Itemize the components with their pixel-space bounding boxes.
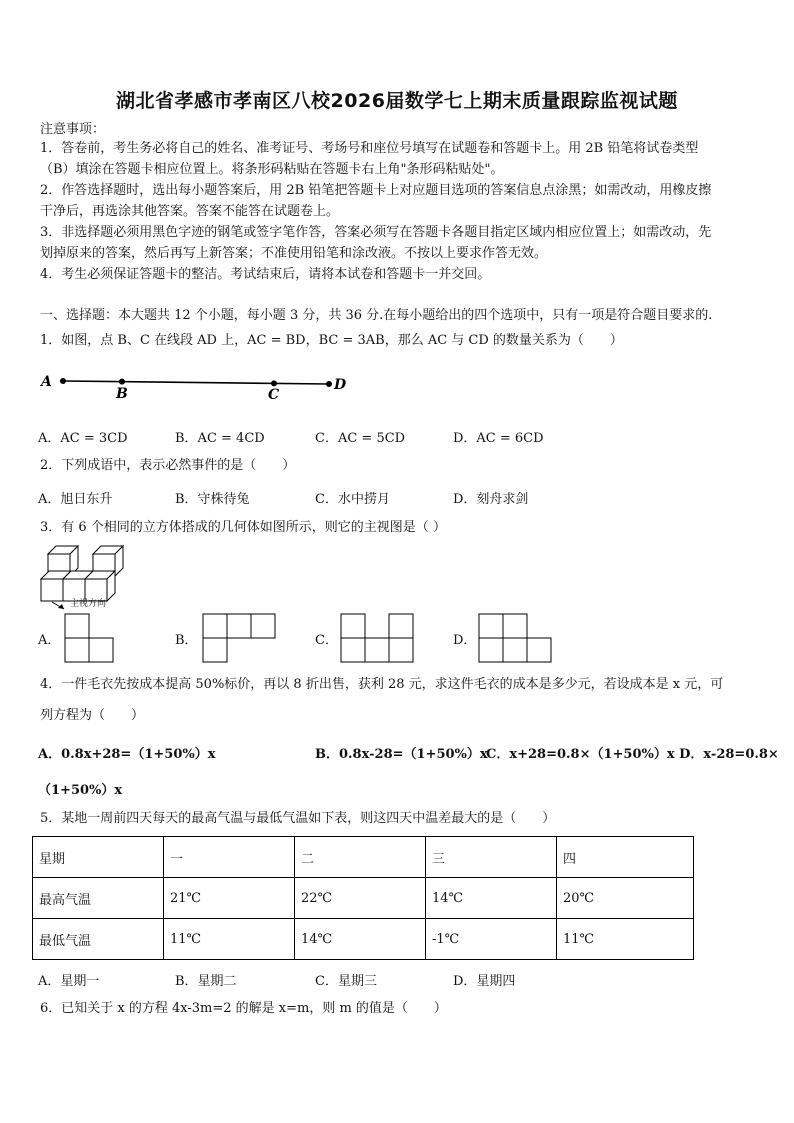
- table-cell: 最高气温: [33, 878, 164, 919]
- notice-line: （B）填涂在答题卡相应位置上。将条形码粘贴在答题卡右上角"条形码粘贴处"。: [40, 162, 504, 177]
- notice-line: 3．非选择题必须用黑色字迹的钢笔或签字笔作答，答案必须写在答题卡各题目指定区域内相应位置上；如需改动，先: [40, 225, 712, 240]
- table-cell: 21℃: [164, 878, 295, 919]
- notice-heading: 注意事项：: [40, 122, 106, 137]
- q4-option-cd: C．x+28=0.8×（1+50%）x D．x-28=0.8×: [486, 747, 779, 762]
- table-row: [33, 837, 694, 878]
- q2-option-c: C．水中捞月: [315, 492, 390, 507]
- table-cell: 14℃: [426, 878, 557, 919]
- view-direction-label: 主视方向: [70, 599, 107, 609]
- q4-option-b: B．0.8x-28=（1+50%）x: [315, 747, 488, 762]
- table-cell: 一: [164, 837, 295, 878]
- point-a-label: A: [41, 374, 52, 390]
- table-cell: 11℃: [164, 919, 295, 960]
- segment-figure: [36, 368, 356, 404]
- q3-option-c-view: [340, 613, 414, 663]
- q3-option-a-letter: A．: [38, 633, 61, 648]
- point-b-label: B: [116, 386, 128, 402]
- q3-option-b-view: [202, 613, 276, 663]
- table-row: [33, 878, 694, 919]
- question-6-stem: 6．已知关于 x 的方程 4x-3m=2 的解是 x=m，则 m 的值是（ ）: [40, 1001, 447, 1016]
- table-cell: 星期: [33, 837, 164, 878]
- table-cell: 20℃: [557, 878, 694, 919]
- q4-option-a: A．0.8x+28=（1+50%）x: [38, 747, 216, 762]
- point-d-label: D: [334, 377, 347, 393]
- point-c-dot: [271, 380, 277, 386]
- q3-option-d-letter: D．: [453, 633, 477, 648]
- q3-option-d-view: [478, 613, 552, 663]
- q2-option-b: B．守株待兔: [175, 492, 250, 507]
- table-cell: 22℃: [295, 878, 426, 919]
- table-cell: 11℃: [557, 919, 694, 960]
- page-title: 湖北省孝感市孝南区八校2026届数学七上期末质量跟踪监视试题: [116, 90, 678, 112]
- q1-option-d: D．AC = 6CD: [453, 431, 544, 446]
- q3-option-c-letter: C．: [315, 633, 338, 648]
- point-c-label: C: [268, 387, 280, 403]
- segment-ad-line: [63, 381, 329, 384]
- notice-line: 2．作答选择题时，选出每小题答案后，用 2B 铅笔把答题卡上对应题目选项的答案信息点涂黑；如需改动，用橡皮擦: [40, 183, 712, 198]
- point-b-dot: [119, 379, 125, 385]
- q1-option-c: C．AC = 5CD: [315, 431, 406, 446]
- table-cell: 14℃: [295, 919, 426, 960]
- q5-option-c: C．星期三: [315, 974, 377, 989]
- notice-line: 划掉原来的答案，然后再写上新答案；不准使用铅笔和涂改液。不按以上要求作答无效。: [40, 246, 548, 261]
- q4-option-d-cont: （1+50%）x: [38, 783, 123, 798]
- cube-front-face: [41, 579, 63, 601]
- question-4-stem: 4．一件毛衣先按成本提高 50%标价，再以 8 折出售，获利 28 元，求这件毛衣的成本是多少元，若设成本是 x 元，可: [40, 677, 724, 692]
- q1-option-a: A．AC = 3CD: [38, 431, 128, 446]
- q5-option-d: D．星期四: [453, 974, 516, 989]
- temperature-table: [32, 836, 694, 960]
- table-cell: 最低气温: [33, 919, 164, 960]
- table-cell: 二: [295, 837, 426, 878]
- point-a-dot: [60, 378, 66, 384]
- notice-line: 干净后，再选涂其他答案。答案不能答在试题卷上。: [40, 204, 340, 219]
- question-2-stem: 2．下列成语中，表示必然事件的是（ ）: [40, 458, 296, 473]
- table-cell: 三: [426, 837, 557, 878]
- q5-option-a: A．星期一: [38, 974, 100, 989]
- q1-option-b: B．AC = 4CD: [175, 431, 265, 446]
- section-heading: 一、选择题：本大题共 12 个小题，每小题 3 分，共 36 分.在每小题给出的四个选项中，只有一项是符合题目要求的.: [40, 308, 713, 323]
- table-row: [33, 919, 694, 960]
- q3-option-a-view: [64, 613, 114, 663]
- question-4-stem-cont: 列方程为（ ）: [40, 708, 145, 723]
- notice-line: 4．考生必须保证答题卡的整洁。考试结束后，请将本试卷和答题卡一并交回。: [40, 267, 491, 282]
- notice-line: 1．答卷前，考生务必将自己的姓名、准考证号、考场号和座位号填写在试题卷和答题卡上。用 2B 铅笔将试卷类型: [40, 141, 699, 156]
- q5-option-b: B．星期二: [175, 974, 237, 989]
- table-cell: 四: [557, 837, 694, 878]
- q3-option-b-letter: B．: [175, 633, 198, 648]
- point-d-dot: [326, 381, 332, 387]
- question-5-stem: 5．某地一周前四天每天的最高气温与最低气温如下表，则这四天中温差最大的是（ ）: [40, 811, 556, 826]
- question-3-stem: 3．有 6 个相同的立方体搭成的几何体如图所示，则它的主视图是（ ）: [40, 520, 446, 535]
- q2-option-a: A．旭日东升: [38, 492, 113, 507]
- q2-option-d: D．刻舟求剑: [453, 492, 529, 507]
- table-cell: -1℃: [426, 919, 557, 960]
- question-1-stem: 1．如图，点 B、C 在线段 AD 上，AC = BD，BC = 3AB，那么 AC 与 CD 的数量关系为（ ）: [40, 333, 623, 348]
